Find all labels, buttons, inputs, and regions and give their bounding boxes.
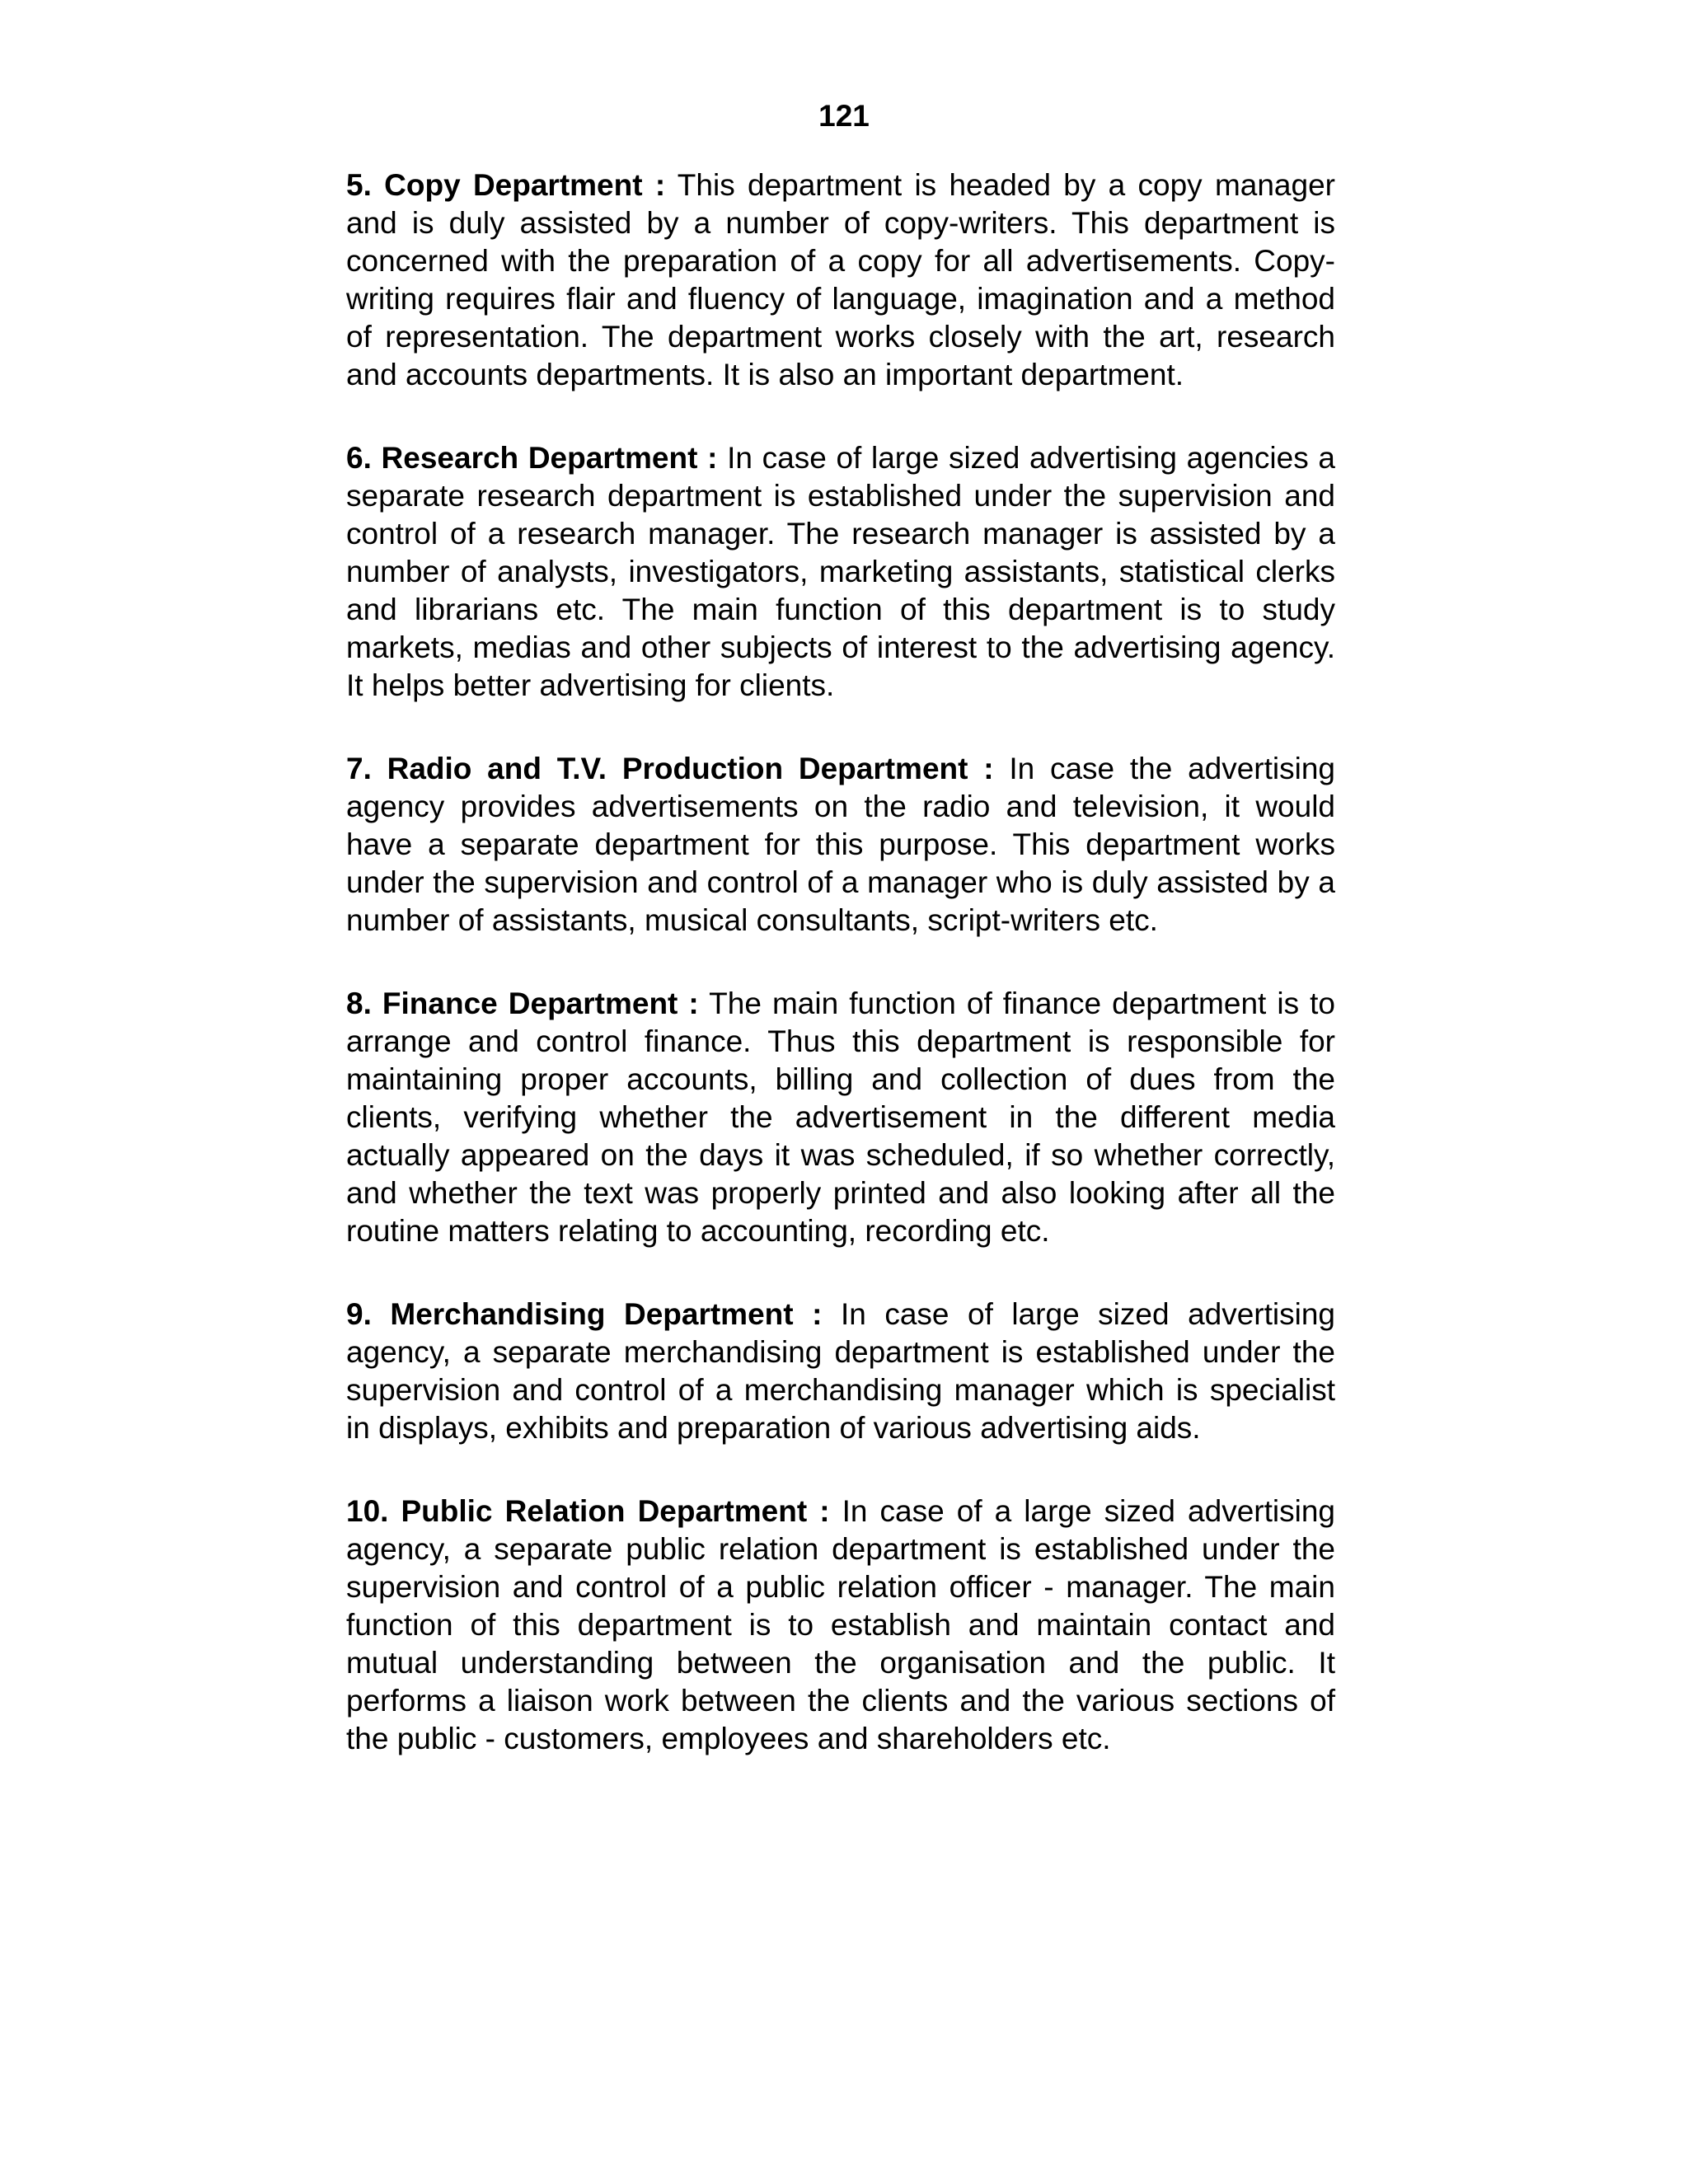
section-copy-department [346, 166, 1335, 394]
section-body: The main function of finance department is to arrange and control finance. Thus this department is responsible for maintaining proper accounts, billing and collection of dues from the clients, verifying whether the advertisement in the different media actually appeared on the days it was scheduled, if so whether correctly, and whether the text was properly printed and also looking after all the routine matters relating to accounting, recording etc. [346, 987, 1335, 1248]
section-heading: 7. Radio and T.V. Production Department : [346, 752, 994, 785]
section-body: This department is headed by a copy manager and is duly assisted by a number of copy-writers. This department is concerned with the preparation of a copy for all advertisements. Copy-writing requires flair and fluency of language, imagination and a method of representation. The department works closely with the art, research and accounts departments. It is also an important department. [346, 168, 1335, 391]
section-heading: 9. Merchandising Department : [346, 1297, 823, 1331]
section-body: In case of large sized advertising agencies a separate research department is established under the supervision and control of a research manager. The research manager is assisted by a number of analysts, investigators, marketing assistants, statistical clerks and librarians etc. The main function of this department is to study markets, medias and other subjects of interest to the advertising agency. It helps better advertising for clients. [346, 441, 1335, 702]
section-finance-department [346, 985, 1335, 1250]
section-heading: 10. Public Relation Department : [346, 1494, 830, 1528]
page-content [346, 166, 1335, 1803]
section-radio-tv-production-department [346, 750, 1335, 940]
section-public-relation-department [346, 1493, 1335, 1758]
section-heading: 5. Copy Department : [346, 168, 666, 202]
section-research-department [346, 439, 1335, 705]
section-body: In case of a large sized advertising agency, a separate public relation department is established under the supervision and control of a public relation officer - manager. The main function of this department is to establish and maintain contact and mutual understanding between the organisation and the public. It performs a liaison work between the clients and the various sections of the public - customers, employees and shareholders etc. [346, 1494, 1335, 1755]
section-merchandising-department [346, 1296, 1335, 1447]
section-body: In case of large sized advertising agency, a separate merchandising department is established under the supervision and control of a merchandising manager which is specialist in displays, exhibits and preparation of various advertising aids. [346, 1297, 1335, 1445]
section-heading: 6. Research Department : [346, 441, 718, 475]
section-body: In case the advertising agency provides advertisements on the radio and television, it would have a separate department for this purpose. This department works under the supervision and control of a manager who is duly assisted by a number of assistants, musical consultants, script-writers etc. [346, 752, 1335, 937]
section-heading: 8. Finance Department : [346, 987, 699, 1020]
page-number: 121 [818, 99, 870, 133]
